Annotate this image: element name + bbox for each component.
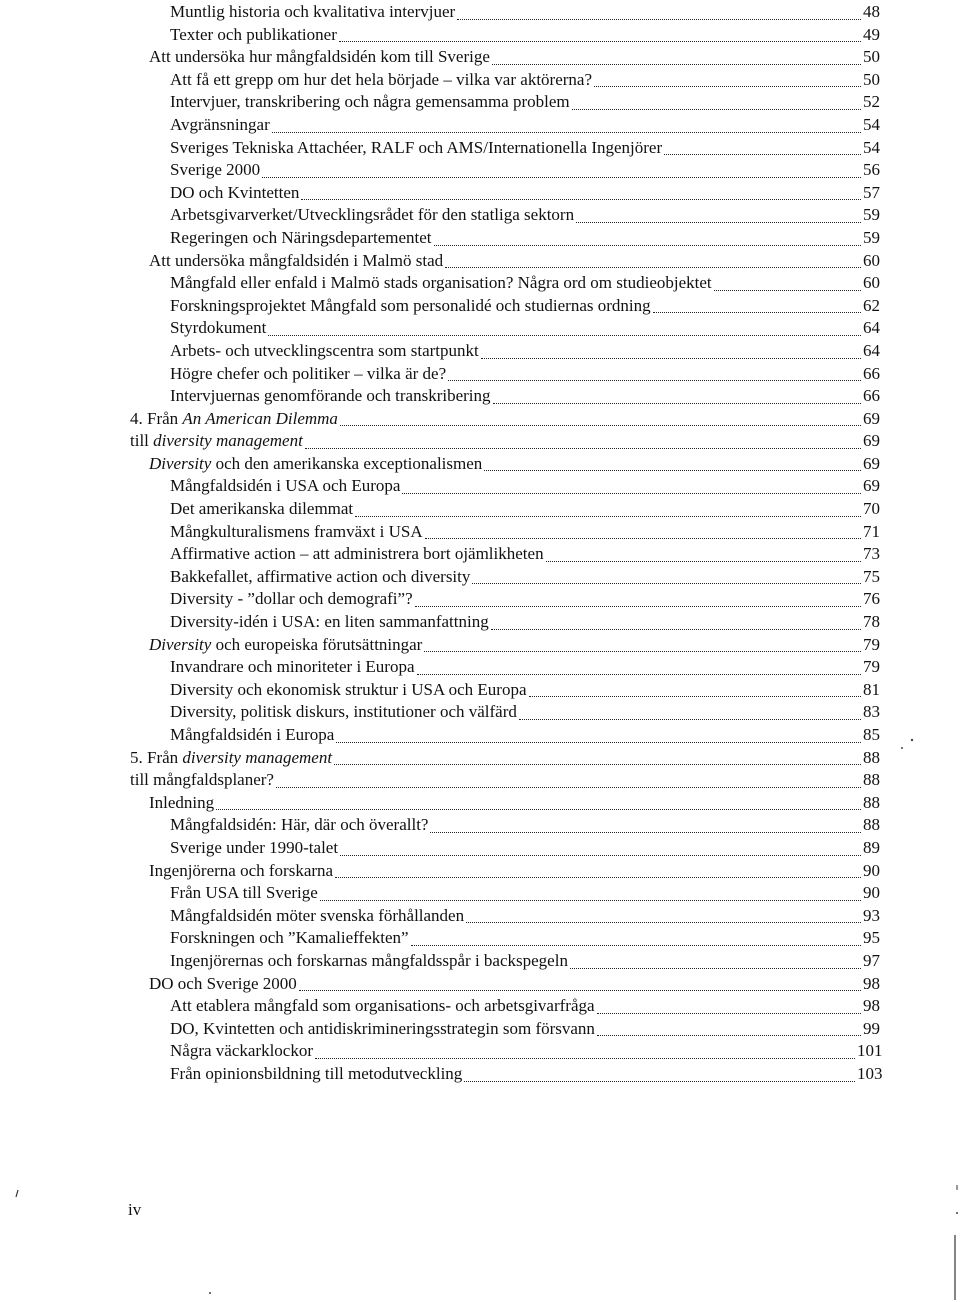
toc-entry-title: [170, 837, 338, 860]
toc-entry-page: 60: [863, 273, 880, 293]
toc-entry-page: 83: [863, 702, 880, 722]
toc-entry-page: 71: [863, 521, 880, 541]
toc-entry-page: 88: [863, 770, 880, 790]
toc-entry-title-part: Diversity: [149, 453, 212, 473]
speck: [209, 1292, 211, 1294]
toc-entry-page: 56: [863, 160, 880, 180]
toc-entry-page: 99: [863, 1018, 880, 1038]
toc-entry-title-part: Mångfaldsidén möter svenska förhållanden: [170, 905, 465, 925]
toc-entry-page: 95: [863, 928, 880, 948]
toc-entry-page: 97: [863, 950, 880, 970]
speck: [956, 1212, 958, 1214]
toc-dot-leader: [315, 1035, 855, 1059]
toc-entry-title-part: Texter och publikationer: [170, 24, 337, 44]
toc-entry-title: [170, 227, 432, 250]
toc-dot-leader: [492, 41, 861, 65]
speck: [16, 1190, 18, 1197]
toc-dot-leader: [570, 945, 861, 969]
toc-dot-leader: [597, 990, 861, 1014]
toc-dot-leader: [402, 470, 861, 494]
toc-entry-title-part: DO och Sverige 2000: [149, 973, 297, 993]
toc-entry-page: 88: [863, 815, 880, 835]
toc-dot-leader: [519, 696, 861, 720]
toc-entry-page: 73: [863, 544, 880, 564]
toc-dot-leader: [411, 922, 861, 946]
toc-entry-title: [170, 317, 266, 340]
toc-dot-leader: [594, 64, 861, 88]
toc-entry-page: 69: [863, 476, 880, 496]
toc-entry-title-part: Mångfaldsidén i Europa: [170, 725, 335, 744]
toc-entry-page: 79: [863, 634, 880, 654]
toc-dot-leader: [448, 358, 861, 382]
toc-entry-title: [170, 927, 409, 950]
toc-entry-title: [170, 724, 334, 747]
toc-dot-leader: [355, 493, 861, 517]
toc-entry-title: [170, 521, 423, 544]
toc-dot-leader: [276, 764, 861, 788]
toc-entry-title-part: Arbetsgivarverket/Utvecklingsrådet för den statliga sektorn: [170, 205, 575, 225]
toc-dot-leader: [464, 1058, 855, 1082]
toc-entry-title-part: Invandrare och minoriteter i Europa: [170, 657, 415, 677]
toc-entry-page: 62: [863, 295, 880, 315]
toc-entry-page: 88: [863, 747, 880, 767]
toc-entry-title-part: Det amerikanska dilemmat: [170, 499, 354, 519]
toc-entry-page: 88: [863, 792, 880, 812]
toc-entry-title-part: Att undersöka hur mångfaldsidén kom till Sverige: [149, 47, 490, 67]
toc-entry-title: [170, 1063, 462, 1086]
toc-entry-title: [170, 995, 595, 1018]
toc-dot-leader: [339, 19, 861, 43]
toc-entry-title-part: Sverige under 1990-talet: [170, 837, 339, 857]
toc-entry-title-part: Mångkulturalismens framväxt i USA: [170, 521, 423, 541]
toc-entry-title-part: Från USA till Sverige: [170, 883, 318, 903]
toc-entry-title-part: Intervjuernas genomförande och transkribering: [170, 386, 491, 406]
toc-entry-title-part: Arbets- och utvecklingscentra som startpunkt: [170, 340, 479, 360]
toc-dot-leader: [415, 583, 861, 607]
toc-entry-page: 66: [863, 363, 880, 383]
toc-entry-title-part: Ingenjörerna och forskarna: [149, 860, 334, 880]
toc-entry-title-part: Diversity - ”dollar och demografi”?: [170, 589, 413, 609]
toc-entry-page: 66: [863, 386, 880, 406]
toc-entry-title-part: Bakkefallet, affirmative action och diversity: [170, 566, 471, 586]
toc-entry-title: [149, 250, 443, 273]
toc-entry-title: [170, 272, 712, 295]
toc-entry-title: [170, 114, 270, 137]
toc-entry-title: [130, 430, 303, 453]
toc-dot-leader: [262, 154, 861, 178]
toc-entry-title-part: Styrdokument: [170, 318, 267, 338]
toc-entry-title-part: 4. Från: [130, 408, 183, 428]
toc-entry-page: 101: [857, 1041, 883, 1061]
toc-dot-leader: [340, 403, 861, 427]
toc-entry-page: 69: [863, 453, 880, 473]
toc-entry-title: [170, 1040, 313, 1063]
toc-entry-title: [149, 792, 214, 815]
toc-entry-title: [149, 634, 422, 657]
toc-entry-title-part: Att undersöka mångfaldsidén i Malmö stad: [149, 250, 444, 270]
toc-entry-page: 64: [863, 340, 880, 360]
toc-dot-leader: [305, 425, 861, 449]
toc-entry-title-part: Från opinionsbildning till metodutveckling: [170, 1063, 463, 1083]
toc-dot-leader: [466, 900, 861, 924]
toc-dot-leader: [425, 516, 861, 540]
toc-entry-page: 50: [863, 47, 880, 67]
toc-entry-page: 52: [863, 92, 880, 112]
toc-entry-title-part: Högre chefer och politiker – vilka är de?: [170, 363, 447, 383]
toc-entry-title-part: Muntlig historia och kvalitativa intervjuer: [170, 2, 456, 21]
toc-entry-title-part: Affirmative action – att administrera bort ojämlikheten: [170, 544, 544, 564]
toc-entry-title-part: Några väckarklockor: [170, 1041, 314, 1061]
toc-entry-title-part: Mångfald eller enfald i Malmö stads organisation? Några ord om studieobjektet: [170, 273, 712, 293]
toc-dot-leader: [472, 561, 861, 585]
toc-entry-page: 76: [863, 589, 880, 609]
toc-dot-leader: [572, 86, 861, 110]
toc-dot-leader: [714, 267, 861, 291]
toc-entry-page: 79: [863, 657, 880, 677]
toc-entry-title: [170, 882, 318, 905]
toc-entry-title-part: DO, Kvintetten och antidiskrimineringsstrategin som försvann: [170, 1018, 595, 1038]
toc-entry-title-part: Inledning: [149, 792, 215, 812]
toc-entry-title-part: Ingenjörernas och forskarnas mångfaldsspår i backspegeln: [170, 950, 568, 970]
toc-entry-title: [170, 182, 299, 205]
toc-entry-title-part: Forskningsprojektet Mångfald som personalidé och studiernas ordning: [170, 295, 651, 315]
toc-dot-leader: [491, 606, 861, 630]
toc-entry-title: [149, 973, 297, 996]
toc-entry-title: [170, 363, 446, 386]
toc-entry-title: [170, 69, 592, 92]
toc-entry-title-part: diversity management: [153, 431, 303, 451]
toc-entry-page: 69: [863, 431, 880, 451]
toc-entry-page: 69: [863, 408, 880, 428]
toc-entry-title: [170, 340, 479, 363]
toc-entry-title-part: Att etablera mångfald som organisations- och arbetsgivarfråga: [170, 996, 595, 1016]
toc-dot-leader: [457, 0, 861, 20]
toc-dot-leader: [301, 177, 861, 201]
toc-entry-title-part: Regeringen och Näringsdepartementet: [170, 227, 432, 247]
toc-entry-page: 59: [863, 205, 880, 225]
toc-entry-title: [170, 498, 353, 521]
toc-entry-title-part: Diversity-idén i USA: en liten sammanfattning: [170, 612, 489, 632]
toc-entry-title-part: Att få ett grepp om hur det hela började – vilka var aktörerna?: [170, 69, 592, 89]
toc-entry-page: 49: [863, 24, 880, 44]
toc-entry-page: 93: [863, 905, 880, 925]
toc-dot-leader: [434, 222, 861, 246]
toc-dot-leader: [340, 832, 861, 856]
toc-dot-leader: [484, 448, 861, 472]
page-number: iv: [128, 1200, 142, 1219]
toc-entry-title-part: Diversity: [149, 634, 212, 654]
toc-entry-title-part: diversity management: [182, 747, 333, 767]
toc-entry-title-part: och europeiska förutsättningar: [211, 634, 423, 654]
toc-entry-title-part: An American Dilemma: [182, 408, 338, 428]
toc-entry-title: [170, 588, 413, 611]
table-of-contents: [0, 1, 960, 1086]
toc-entry-title: [170, 24, 337, 47]
toc-entry-page: 85: [863, 725, 880, 744]
toc-entry-page: 64: [863, 318, 880, 338]
toc-entry-title-part: Avgränsningar: [170, 114, 270, 134]
toc-entry-page: 81: [863, 679, 880, 699]
toc-entry-title-part: Mångfaldsidén i USA och Europa: [170, 476, 401, 496]
toc-dot-leader: [576, 199, 861, 223]
toc-entry-title-part: DO och Kvintetten: [170, 182, 300, 202]
toc-dot-leader: [597, 1013, 861, 1037]
toc-dot-leader: [216, 787, 861, 811]
toc-entry-page: 89: [863, 837, 880, 857]
toc-entry-page: 57: [863, 182, 880, 202]
toc-dot-leader: [335, 855, 861, 879]
toc-entry-page: 50: [863, 69, 880, 89]
toc-entry-title-part: 5. Från: [130, 747, 183, 767]
toc-dot-leader: [430, 809, 861, 833]
toc-entry-title-part: Mångfaldsidén: Här, där och överallt?: [170, 815, 429, 835]
toc-entry-title-part: till mångfaldsplaner?: [130, 770, 274, 790]
toc-dot-leader: [272, 109, 861, 133]
toc-entry-title: [170, 679, 527, 702]
toc-dot-leader: [546, 538, 861, 562]
toc-dot-leader: [336, 719, 861, 743]
toc-entry-title-part: till: [130, 431, 154, 451]
toc-entry-page: 54: [863, 137, 880, 157]
toc-entry-page: 90: [863, 883, 880, 903]
toc-entry-title-part: Diversity och ekonomisk struktur i USA och Europa: [170, 679, 527, 699]
toc-dot-leader: [664, 132, 861, 156]
toc-entry-page: 59: [863, 227, 880, 247]
toc-entry-page: 103: [857, 1063, 883, 1083]
toc-dot-leader: [417, 651, 861, 675]
toc-entry-title-part: Forskningen och ”Kamalieffekten”: [170, 928, 409, 948]
toc-entry-page: 78: [863, 612, 880, 632]
toc-entry: [0, 1063, 960, 1086]
toc-entry-title: [170, 159, 260, 182]
toc-entry-page: 54: [863, 114, 880, 134]
toc-entry-title: [170, 656, 415, 679]
toc-entry-page: 75: [863, 566, 880, 586]
toc-entry-title: [149, 46, 490, 69]
toc-dot-leader: [299, 968, 861, 992]
toc-dot-leader: [320, 877, 861, 901]
toc-entry-title-part: Sverige 2000: [170, 160, 261, 180]
toc-entry-page: 98: [863, 973, 880, 993]
toc-dot-leader: [493, 380, 861, 404]
toc-entry-page: 70: [863, 499, 880, 519]
toc-dot-leader: [334, 742, 861, 766]
toc-dot-leader: [529, 674, 861, 698]
toc-entry-title: [149, 860, 333, 883]
toc-dot-leader: [445, 245, 861, 269]
toc-entry-title-part: Intervjuer, transkribering och några gemensamma problem: [170, 92, 570, 112]
toc-entry-title-part: Sveriges Tekniska Attachéer, RALF och AMS/Internationella Ingenjörer: [170, 137, 663, 157]
toc-entry-page: 48: [863, 2, 880, 21]
toc-entry-page: 98: [863, 996, 880, 1016]
toc-dot-leader: [653, 290, 861, 314]
toc-dot-leader: [424, 629, 861, 653]
toc-entry-title-part: och den amerikanska exceptionalismen: [211, 453, 483, 473]
toc-entry-title-part: Diversity, politisk diskurs, institutioner och välfärd: [170, 702, 517, 722]
toc-entry-page: 90: [863, 860, 880, 880]
toc-entry-page: 60: [863, 250, 880, 270]
toc-dot-leader: [481, 335, 861, 359]
toc-dot-leader: [268, 312, 861, 336]
